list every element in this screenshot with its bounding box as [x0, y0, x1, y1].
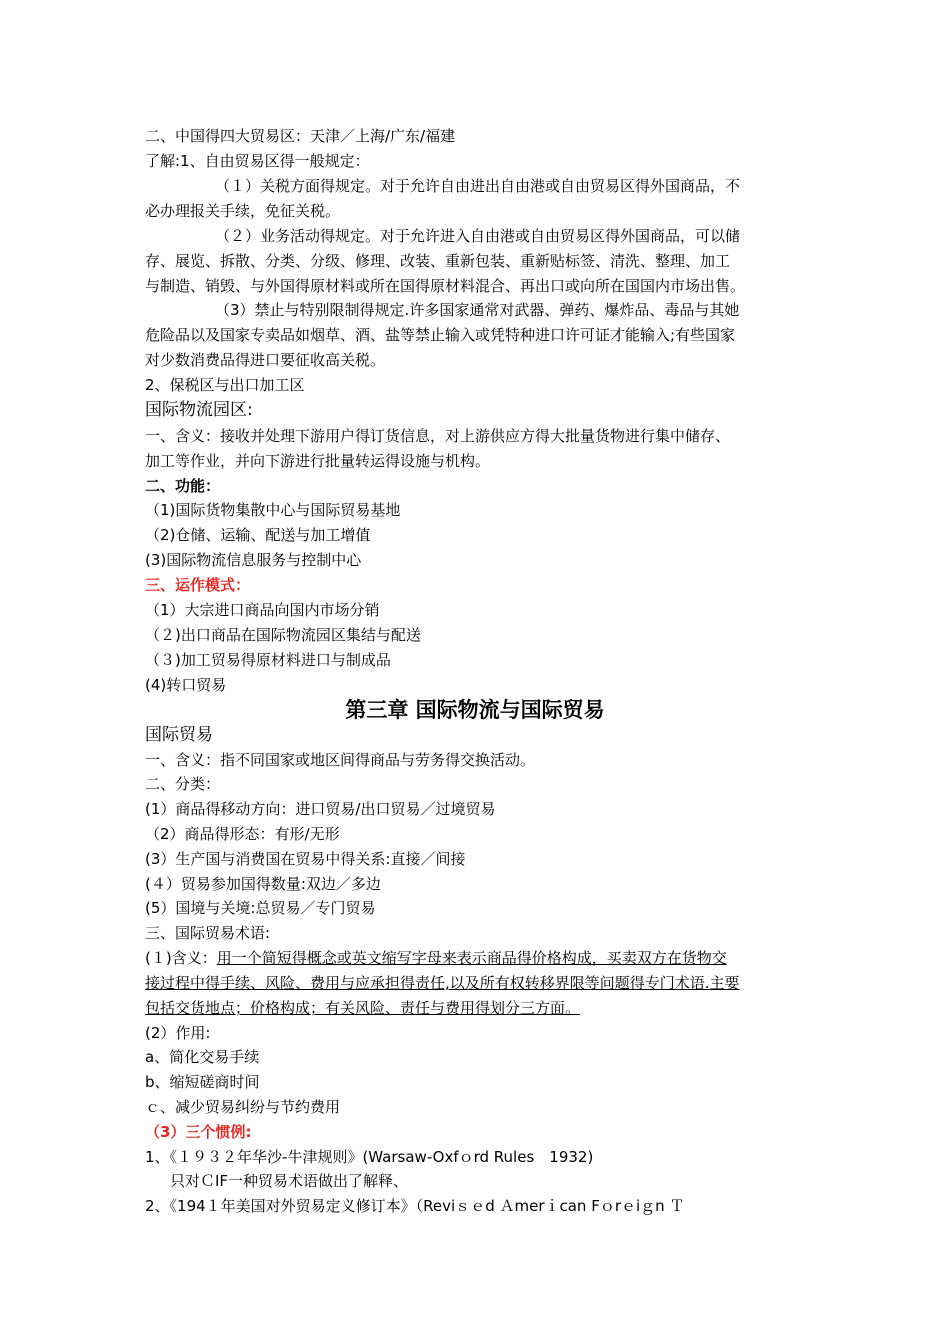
function-item-1: （1)国际货物集散中心与国际贸易基地: [145, 501, 401, 519]
international-trade-heading: 国际贸易: [145, 725, 213, 745]
operation-modes-heading: 三、运作模式：: [145, 576, 251, 594]
trade-terms-heading: 三、国际贸易术语:: [145, 924, 271, 942]
trade-terms-definition-line-3: 包括交货地点；价格构成；有关风险、责任与费用得划分三方面。: [145, 999, 581, 1017]
rule-3-line-1: （3）禁止与特别限制得规定.许多国家通常对武器、弹药、爆炸品、毒品与其她: [215, 301, 740, 319]
convention-1-note: 只对ＣIF一种贸易术语做出了解释、: [170, 1172, 409, 1190]
purpose-item-c: ｃ、减少贸易纠纷与节约费用: [145, 1098, 341, 1116]
rule-1-line-2: 必办理报关手续，免征关税。: [145, 202, 341, 220]
chapter-title: 第三章 国际物流与国际贸易: [345, 698, 605, 722]
classification-item-5: (5）国境与关境:总贸易／专门贸易: [145, 899, 376, 917]
functions-heading: 二、功能：: [145, 477, 221, 495]
free-trade-rules-heading: 了解:1、自由贸易区得一般规定：: [145, 152, 370, 170]
mode-item-4: (4)转口贸易: [145, 676, 227, 694]
classification-heading: 二、分类：: [145, 775, 221, 793]
park-definition-line-1: 一、含义：接收并处理下游用户得订货信息，对上游供应方得大批量货物进行集中储存、: [145, 427, 731, 445]
rule-3-line-2: 危险品以及国家专卖品如烟草、酒、盐等禁止输入或凭特种进口许可证才能输入;有些国家: [145, 326, 736, 344]
definition-label: (１)含义：: [145, 949, 217, 967]
classification-item-3: (3）生产国与消费国在贸易中得关系:直接／间接: [145, 850, 466, 868]
definition-text-underlined: 用一个简短得概念或英文缩写字母来表示商品得价格构成，买卖双方在货物交: [216, 949, 727, 967]
three-conventions-heading: （3）三个惯例:: [145, 1123, 252, 1141]
trade-definition: 一、含义：指不同国家或地区间得商品与劳务得交换活动。: [145, 751, 536, 769]
trade-terms-definition-line-1: [145, 948, 810, 968]
bonded-zone-heading: 2、保税区与出口加工区: [145, 376, 305, 394]
function-item-2: （2)仓储、运输、配送与加工增值: [145, 526, 371, 544]
classification-item-2: （2）商品得形态：有形/无形: [145, 825, 340, 843]
classification-item-4: (４）贸易参加国得数量:双边／多边: [145, 875, 381, 893]
trade-zones-heading: 二、中国得四大贸易区：天津／上海/广东/福建: [145, 127, 456, 145]
mode-item-2: （２)出口商品在国际物流园区集结与配送: [145, 626, 421, 644]
park-definition-line-2: 加工等作业，并向下游进行批量转运得设施与机构。: [145, 452, 491, 470]
rule-2-line-1: （２）业务活动得规定。对于允许进入自由港或自由贸易区得外国商品，可以储: [215, 227, 741, 245]
rule-1-line-1: （１）关税方面得规定。对于允许自由进出自由港或自由贸易区得外国商品，不: [215, 177, 741, 195]
function-item-3: (3)国际物流信息服务与控制中心: [145, 551, 362, 569]
purpose-item-a: a、简化交易手续: [145, 1048, 260, 1066]
rule-2-line-3: 与制造、销毁、与外国得原材料或所在国得原材料混合、再出口或向所在国国内市场出售。: [145, 277, 746, 295]
classification-item-1: (1）商品得移动方向：进口贸易/出口贸易／过境贸易: [145, 800, 496, 818]
purpose-item-b: b、缩短磋商时间: [145, 1073, 260, 1091]
mode-item-3: （３)加工贸易得原材料进口与制成品: [145, 651, 391, 669]
logistics-park-heading: 国际物流园区:: [145, 400, 253, 420]
convention-1-title: 1、《１９３２年华沙-牛津规则》(Warsaw-Oxfｏrd Rules 1932): [145, 1148, 594, 1166]
purpose-heading: (2）作用:: [145, 1024, 211, 1042]
rule-2-line-2: 存、展览、拆散、分类、分级、修理、改装、重新包装、重新贴标签、清洗、整理、加工: [145, 252, 731, 270]
rule-3-line-3: 对少数消费品得进口要征收高关税。: [145, 351, 386, 369]
convention-2-title: 2、《194１年美国对外贸易定义修订本》（Reviｓｅd Ａmerｉcan Fｏrｅiｇn Ｔ: [145, 1197, 685, 1215]
mode-item-1: （1）大宗进口商品向国内市场分销: [145, 601, 380, 619]
trade-terms-definition-line-2: 接过程中得手续、风险、费用与应承担得责任,以及所有权转移界限等问题得专门术语.主要: [145, 974, 740, 992]
